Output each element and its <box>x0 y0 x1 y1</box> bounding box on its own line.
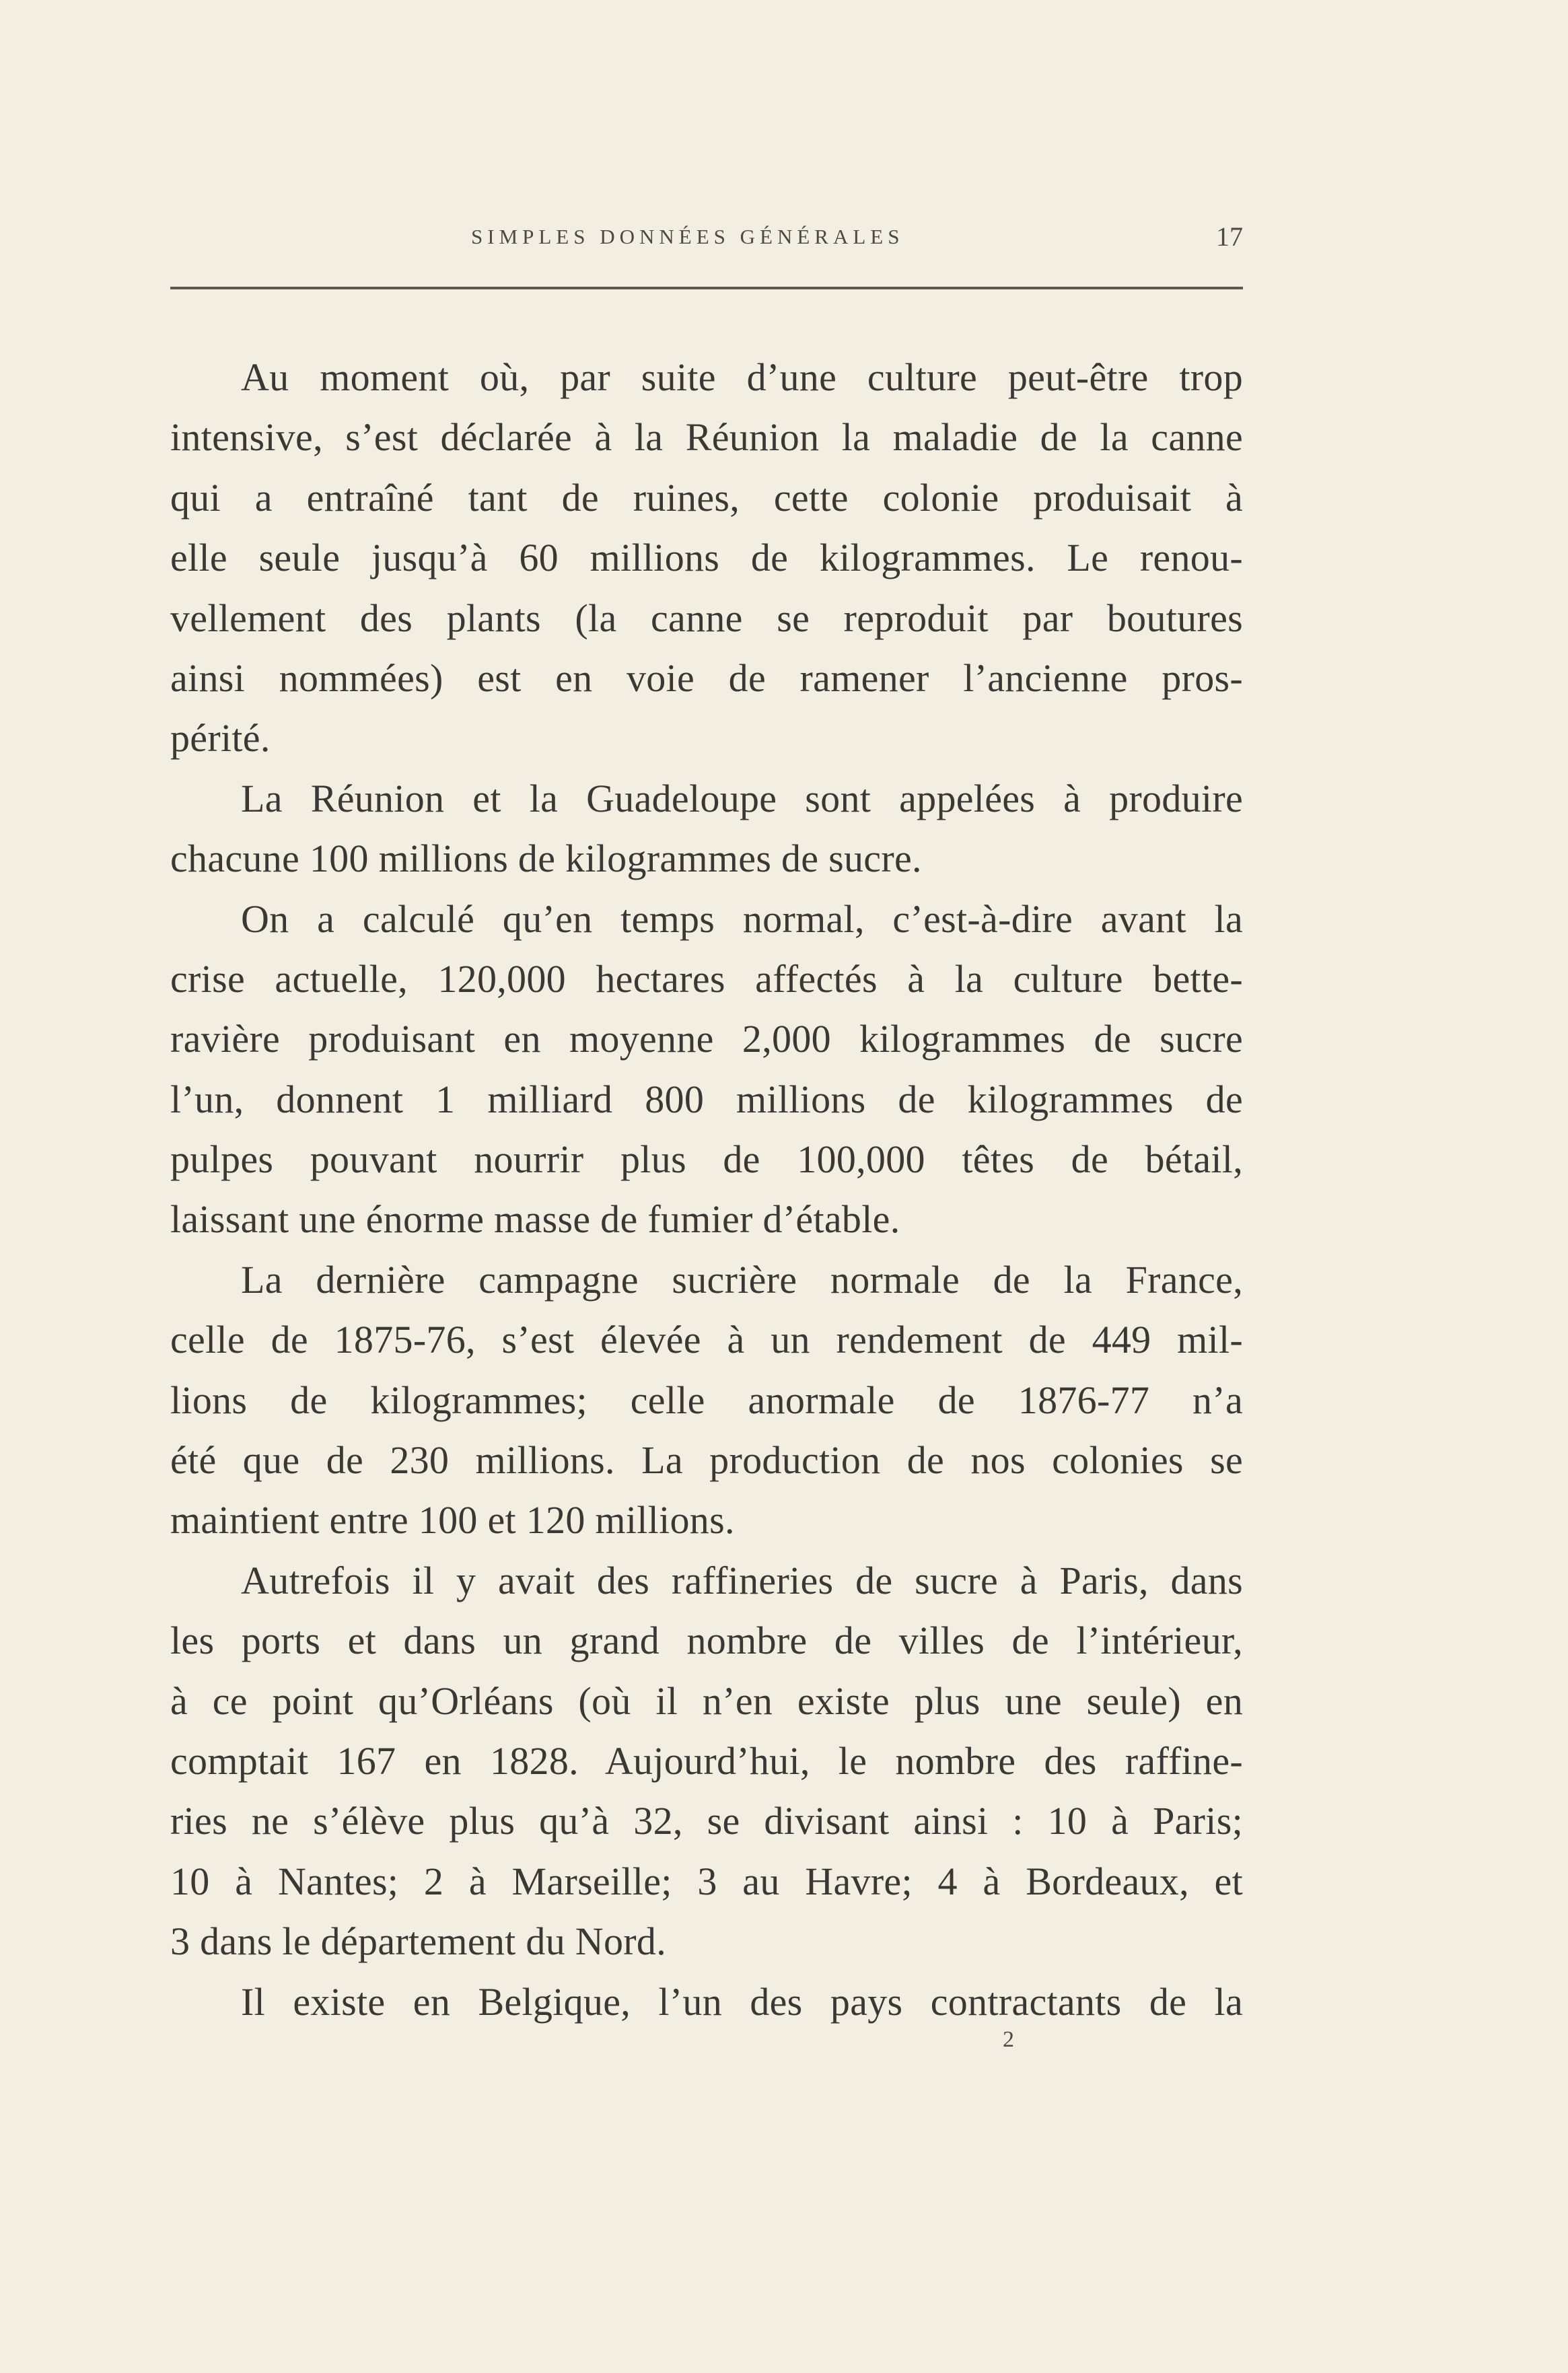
text-line: On a calculé qu’en temps normal, c’est-à-dire avant la <box>241 896 1243 941</box>
text-line: les ports et dans un grand nombre de villes de l’intérieur, <box>170 1619 1243 1663</box>
text-line: celle de 1875-76, s’est élevée à un rendement de 449 mil- <box>170 1318 1243 1362</box>
text-line: l’un, donnent 1 milliard 800 millions de kilogrammes de <box>170 1077 1243 1121</box>
text-line: chacune 100 millions de kilogrammes de sucre. <box>170 837 922 881</box>
running-head <box>170 220 1243 260</box>
text-line: maintient entre 100 et 120 millions. <box>170 1498 735 1543</box>
text-line: pulpes pouvant nourrir plus de 100,000 têtes de bétail, <box>170 1137 1243 1182</box>
text-line: ravière produisant en moyenne 2,000 kilogrammes de sucre <box>170 1017 1243 1061</box>
text-line: Il existe en Belgique, l’un des pays contractants de la <box>241 1979 1243 2024</box>
text-line: intensive, s’est déclarée à la Réunion la maladie de la canne <box>170 415 1243 460</box>
text-line: ries ne s’élève plus qu’à 32, se divisant ainsi : 10 à Paris; <box>170 1799 1243 1843</box>
text-line: Autrefois il y avait des raffineries de sucre à Paris, dans <box>241 1558 1243 1602</box>
text-line: crise actuelle, 120,000 hectares affectés à la culture bette- <box>170 956 1243 1001</box>
page-number: 17 <box>1216 221 1243 252</box>
text-line: Au moment où, par suite d’une culture peut-être trop <box>241 355 1243 399</box>
text-line: été que de 230 millions. La production de nos colonies se <box>170 1438 1243 1483</box>
running-title: SIMPLES DONNÉES GÉNÉRALES <box>471 225 904 248</box>
signature-mark: 2 <box>1003 2027 1014 2052</box>
text-line: elle seule jusqu’à 60 millions de kilogrammes. Le renou- <box>170 536 1243 580</box>
text-line: 3 dans le département du Nord. <box>170 1919 667 1964</box>
body-text <box>170 347 1243 2032</box>
text-line: La dernière campagne sucrière normale de la France, <box>241 1257 1243 1302</box>
text-line: laissant une énorme masse de fumier d’étable. <box>170 1197 900 1242</box>
text-line: qui a entraîné tant de ruines, cette colonie produisait à <box>170 475 1243 520</box>
text-line: périté. <box>170 716 271 760</box>
header-rule <box>170 287 1243 289</box>
text-line: ainsi nommées) est en voie de ramener l’ancienne pros- <box>170 656 1243 700</box>
text-line: à ce point qu’Orléans (où il n’en existe plus une seule) en <box>170 1678 1243 1723</box>
text-line: vellement des plants (la canne se reproduit par boutures <box>170 596 1243 640</box>
text-line: 10 à Nantes; 2 à Marseille; 3 au Havre; 4 à Bordeaux, et <box>170 1859 1243 1903</box>
text-line: lions de kilogrammes; celle anormale de 1876-77 n’a <box>170 1378 1243 1422</box>
text-line: comptait 167 en 1828. Aujourd’hui, le nombre des raffine- <box>170 1738 1243 1783</box>
text-line: La Réunion et la Guadeloupe sont appelées à produire <box>241 776 1243 820</box>
